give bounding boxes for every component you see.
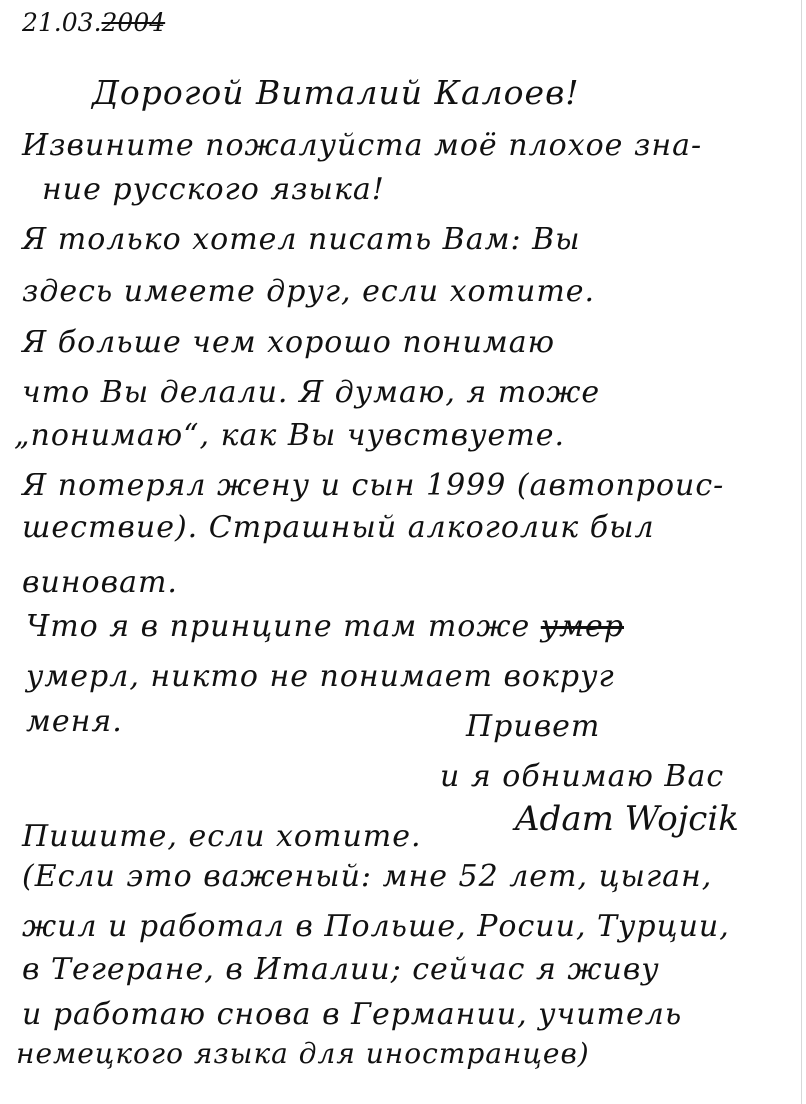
body-line-5: Я больше чем хорошо понимаю [22,325,556,360]
postscript-line-6: немецкого языка для иностранцев) [16,1037,590,1070]
body-line-6: что Вы делали. Я думаю, я тоже [22,375,601,410]
body-line-10: виноват. [22,565,178,600]
body-line-3: Я только хотел писать Вам: Вы [22,222,581,257]
body-line-2: ние русского языка! [42,172,385,207]
struck-word: умер [540,609,624,644]
date-main: 21.03. [22,8,102,37]
signature: Adam Wojcik [515,799,739,839]
postscript-line-4: в Тегеране, в Италии; сейчас я живу [22,952,660,987]
closing-greeting: Привет [466,709,601,744]
postscript-line-3: жил и работал в Польше, Росии, Турции, [22,909,730,944]
closing-embrace: и я обнимаю Вас [440,759,725,794]
greeting-line: Дорогой Виталий Калоев! [92,73,580,112]
body-line-11 [26,609,624,644]
date-year-overwritten: 2004 [101,8,166,37]
body-line-13: меня. [26,704,123,739]
postscript-line-5: и работаю снова в Германии, учитель [22,997,683,1032]
body-line-11-text: Что я в принципе там тоже [26,609,531,644]
page-edge [801,0,802,1104]
body-line-1: Извините пожалуйста моё плохое зна- [22,128,703,163]
body-line-4: здесь имеете друг, если хотите. [22,274,596,309]
letter-date [22,10,165,35]
body-line-7: „понимаю“, как Вы чувствуете. [14,418,565,453]
postscript-line-2: (Если это важеный: мне 52 лет, цыган, [22,859,713,894]
body-line-8: Я потерял жену и сын 1999 (автопроис- [22,468,725,503]
body-line-12: умерл, никто не понимает вокруг [26,659,615,694]
postscript-line-1: Пишите, если хотите. [22,819,422,854]
body-line-9: шествие). Страшный алкоголик был [22,510,655,545]
